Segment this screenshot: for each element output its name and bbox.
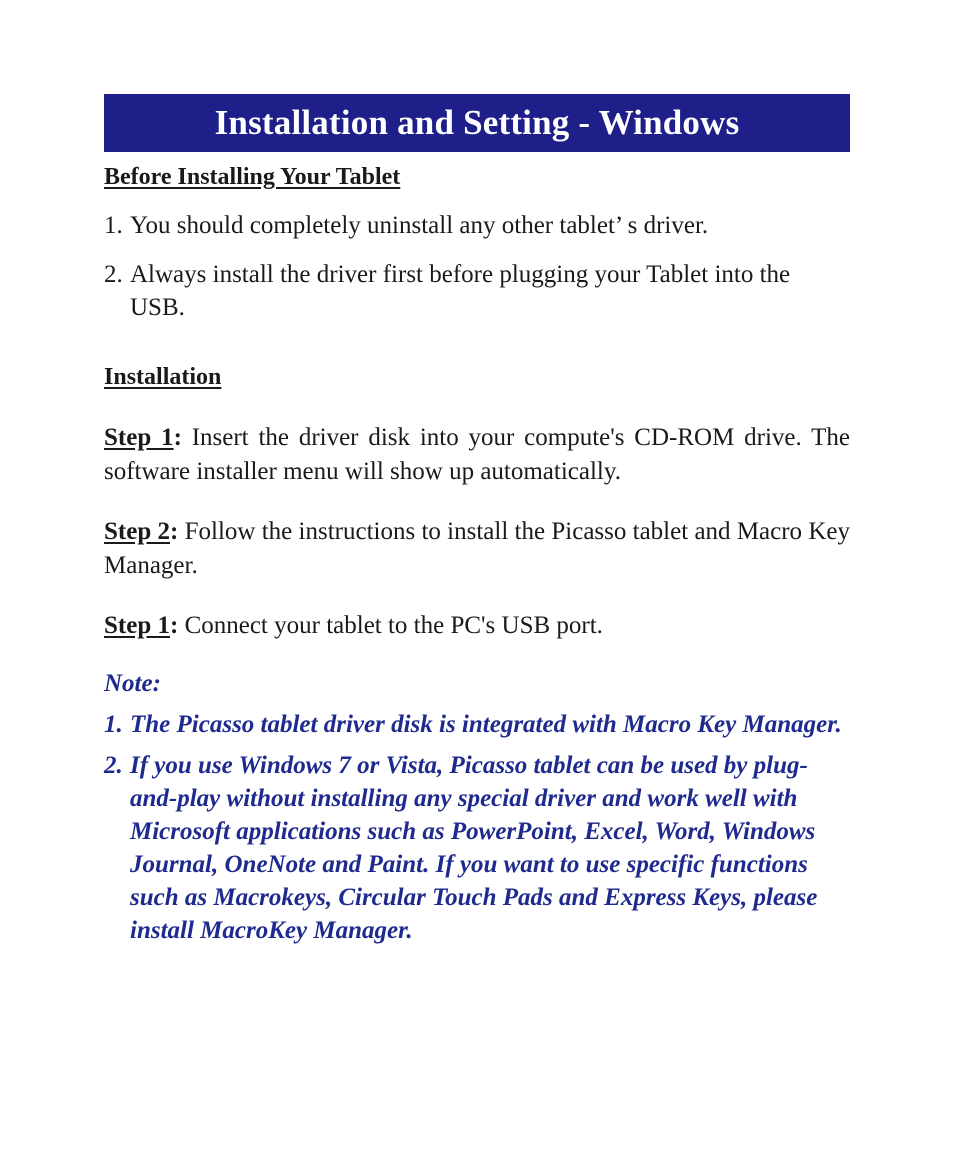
installation-heading: Installation [104, 364, 222, 390]
before-installing-heading: Before Installing Your Tablet [104, 164, 401, 190]
list-item-number: 1. [104, 212, 123, 239]
step-colon: : [169, 612, 179, 639]
list-item-text: Always install the driver first before plugging your Tablet into the USB. [130, 261, 791, 321]
document-page [104, 94, 850, 947]
list-item [104, 209, 850, 242]
list-item-text: If you use Windows 7 or Vista, Picasso tablet can be used by plug-and-play without installing any special driver and work well with Microsoft applications such as PowerPoint, Excel, Word, Windows Journal, OneNote and Paint. If you want to use specific functions such as Macrokeys, Circular Touch Pads and Express Keys, please install MacroKey Manager. [130, 752, 818, 944]
note-title: Note: [104, 670, 161, 697]
step-label: Step 2 [104, 518, 170, 545]
list-item-text: The Picasso tablet driver disk is integrated with Macro Key Manager. [130, 711, 842, 738]
list-item [104, 749, 850, 947]
list-item [104, 708, 850, 741]
list-item-number: 1. [104, 711, 123, 738]
list-item-text: You should completely uninstall any other tablet’ s driver. [130, 212, 709, 239]
page-title: Installation and Setting - Windows [214, 103, 740, 142]
step-text: Connect your tablet to the PC's USB port. [178, 612, 603, 639]
step-colon: : [170, 518, 179, 545]
step-label: Step 1 [104, 612, 170, 639]
page-title-bar [104, 94, 850, 152]
step-colon: : [173, 424, 182, 451]
step-text: Follow the instructions to install the Picasso tablet and Macro Key Manager. [104, 518, 850, 579]
note-list [104, 708, 850, 947]
list-item-number: 2. [104, 752, 123, 779]
installation-step-2 [104, 515, 850, 583]
step-label: Step 1 [104, 424, 174, 451]
before-installing-list [104, 209, 850, 324]
installation-step-1 [104, 421, 850, 489]
step-text: Insert the driver disk into your compute's CD-ROM drive. The software installer menu will show up automatically. [104, 424, 850, 485]
installation-step-3 [104, 609, 850, 643]
list-item [104, 258, 850, 324]
list-item-number: 2. [104, 261, 123, 288]
